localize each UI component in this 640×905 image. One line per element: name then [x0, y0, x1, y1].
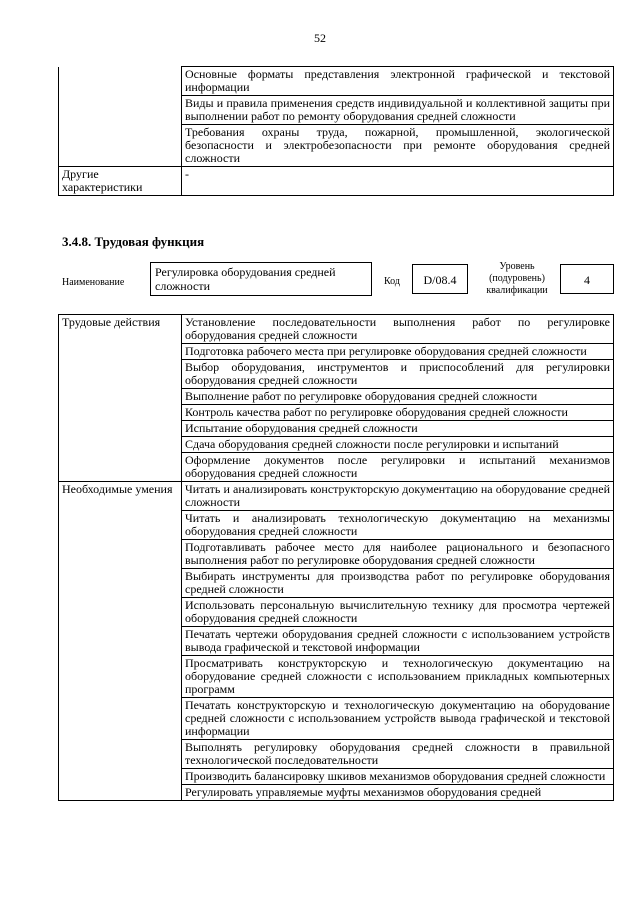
name-label: Наименование: [62, 277, 125, 288]
table-cell: Подготовка рабочего места при регулировке оборудования средней сложности: [182, 344, 614, 360]
table-cell: Читать и анализировать конструкторскую документацию на оборудование средней сложности: [182, 482, 614, 511]
labor-function-table: [58, 314, 614, 801]
table-row: [59, 315, 614, 344]
code-box: D/08.4: [412, 264, 468, 294]
table-cell: Производить балансировку шкивов механизмов оборудования средней сложности: [182, 769, 614, 785]
function-name-box: Регулировка оборудования средней сложности: [150, 262, 372, 296]
table-cell: Выбирать инструменты для производства работ по регулировке оборудования средней сложности: [182, 569, 614, 598]
table-cell: Использовать персональную вычислительную технику для просмотра чертежей оборудования средней сложности: [182, 598, 614, 627]
table-cell: Читать и анализировать технологическую документацию на механизмы оборудования средней сложности: [182, 511, 614, 540]
section-title: 3.4.8. Трудовая функция: [62, 234, 205, 249]
table-cell: Регулировать управляемые муфты механизмов оборудования средней: [182, 785, 614, 801]
function-info-row: [58, 262, 614, 302]
table-cell: Основные форматы представления электронной графической и текстовой информации: [182, 67, 614, 96]
row-label: Трудовые действия: [59, 315, 182, 482]
table-row: [59, 67, 614, 96]
table-cell: Требования охраны труда, пожарной, промышленной, экологической безопасности и электробезопасности при ремонте оборудования средней сложности: [182, 125, 614, 167]
table-row: [59, 482, 614, 511]
table-cell: Просматривать конструкторскую и технологическую документацию на оборудование средней сложности с использованием прикладных компьютерных программ: [182, 656, 614, 698]
row-label: Необходимые умения: [59, 482, 182, 801]
table-cell: Печатать чертежи оборудования средней сложности с использованием устройств вывода графической и текстовой информации: [182, 627, 614, 656]
requirements-continuation-table: [58, 66, 614, 196]
table-body: [59, 315, 614, 801]
table-cell: Контроль качества работ по регулировке оборудования средней сложности: [182, 405, 614, 421]
table-cell: Подготавливать рабочее место для наиболее рационального и безопасного выполнения работ по регулировке оборудования средней сложности: [182, 540, 614, 569]
level-box: 4: [560, 264, 614, 294]
table-cell: Выполнение работ по регулировке оборудования средней сложности: [182, 389, 614, 405]
table-row: [59, 167, 614, 196]
level-label: Уровень (подуровень) квалификации: [486, 261, 548, 296]
row-label: [59, 67, 182, 167]
table-cell: -: [182, 167, 614, 196]
table-cell: Виды и правила применения средств индивидуальной и коллективной защиты при выполнении работ по ремонту оборудования средней сложности: [182, 96, 614, 125]
table-cell: Сдача оборудования средней сложности после регулировки и испытаний: [182, 437, 614, 453]
table-cell: Установление последовательности выполнения работ по регулировке оборудования средней сложности: [182, 315, 614, 344]
code-label: Код: [384, 276, 400, 287]
table-cell: Выполнять регулировку оборудования средней сложности в правильной технологической последовательности: [182, 740, 614, 769]
table-cell: Выбор оборудования, инструментов и приспособлений для регулировки оборудования средней сложности: [182, 360, 614, 389]
table-cell: Оформление документов после регулировки и испытаний механизмов оборудования средней сложности: [182, 453, 614, 482]
table-cell: Испытание оборудования средней сложности: [182, 421, 614, 437]
table-cell: Печатать конструкторскую и технологическую документацию на оборудование средней сложности с использованием устройств вывода графической и текстовой информации: [182, 698, 614, 740]
row-label: Другие характеристики: [59, 167, 182, 196]
page-number: 52: [314, 31, 326, 45]
